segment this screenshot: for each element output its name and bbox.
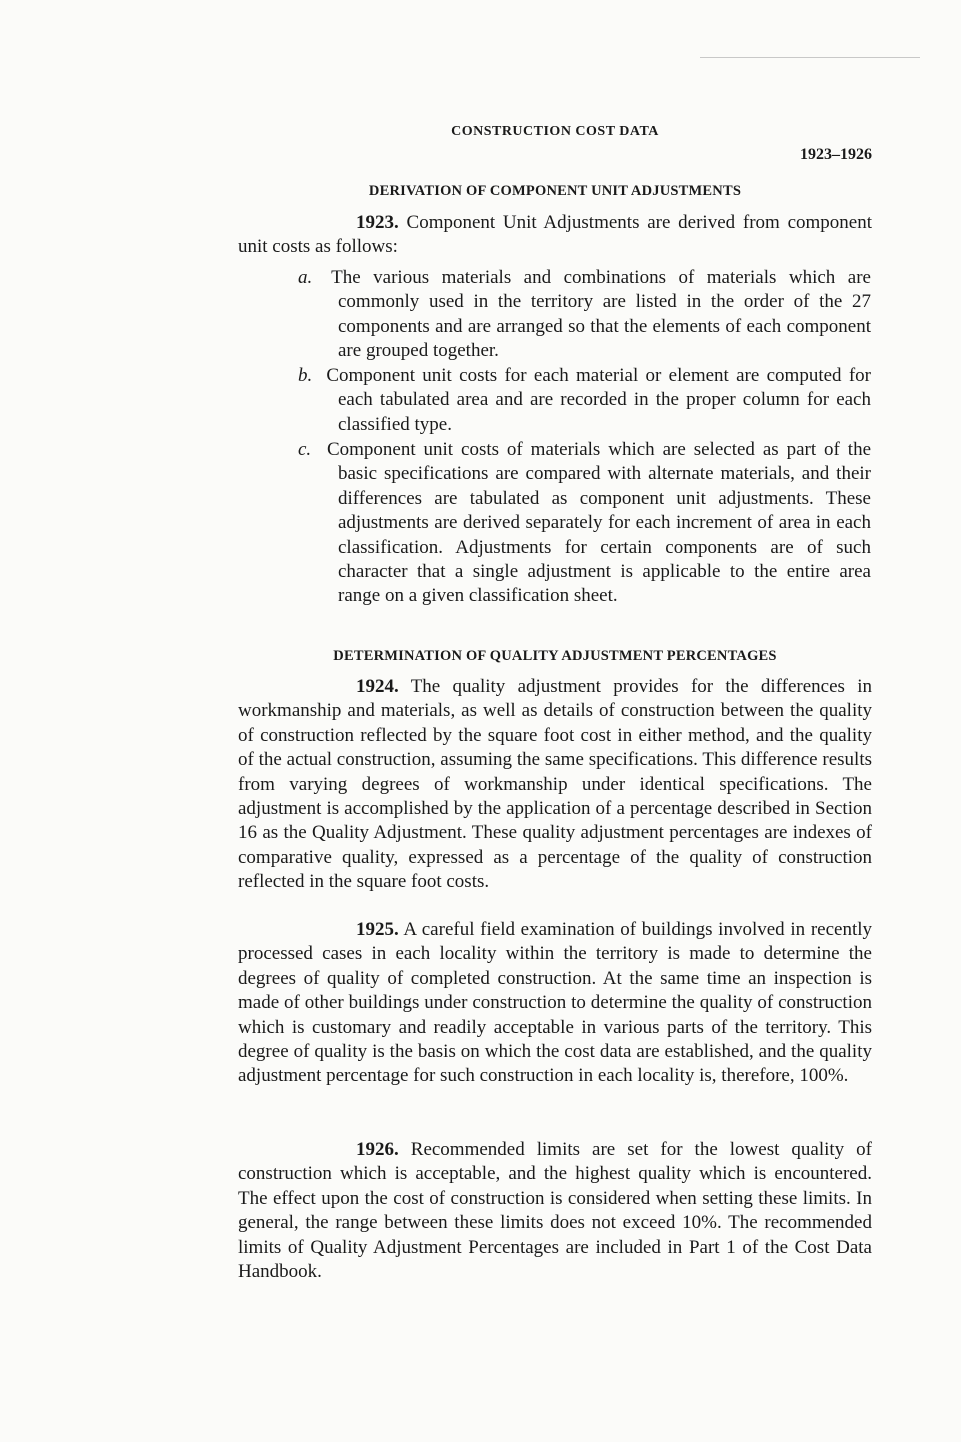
list-item-a: [298, 266, 871, 364]
paragraph-1925: [238, 918, 872, 1089]
paragraph-text: Component Unit Adjustments are derived from component unit costs as follows:: [238, 212, 873, 258]
section-range: 1923–1926: [800, 146, 872, 163]
paragraph-text: A careful field examination of buildings involved in recently processed cases in each locality within the territory is made to determine the degrees of quality of completed construction. At the same time an inspection is made of other buildings under construction to determine the quality of construction which is customary and readily acceptable in various parts of the territory. This degree of quality is the basis on which the cost data are established, and the quality adjustment percentage for such construction in each locality is, therefore, 100%.: [238, 919, 872, 1087]
list-marker: c.: [298, 439, 312, 460]
section-number: 1924.: [356, 676, 399, 697]
paragraph-text: The quality adjustment provides for the differences in workmanship and materials, as well as details of construction between the quality of construction reflected by the square foot cost in either method, and the quality of the actual construction, assuming the same specifications. This difference results from varying degrees of workmanship under identical specifications. The adjustment is accomplished by the application of a percentage described in Section 16 as the Quality Adjustment. These quality adjustment percentages are indexes of comparative quality, expressed as a percentage of the quality of construction reflected in the square foot costs.: [238, 676, 872, 893]
section-number: 1925.: [356, 919, 399, 940]
top-scan-rule: [700, 57, 920, 58]
paragraph-text: Recommended limits are set for the lowest quality of construction which is acceptable, and the highest quality which is encountered. The effect upon the cost of construction is considered when setting these limits. In general, the range between these limits does not exceed 10%. The recommended limits of Quality Adjustment Percentages are included in Part 1 of the Cost Data Handbook.: [238, 1139, 872, 1283]
list-item-text: Component unit costs for each material or element are computed for each tabulated area and are recorded in the proper column for each classified type.: [326, 365, 872, 435]
paragraph-1926: [238, 1138, 872, 1284]
heading-derivation: DERIVATION OF COMPONENT UNIT ADJUSTMENTS: [368, 183, 742, 199]
section-number: 1926.: [356, 1139, 399, 1160]
list-marker: b.: [298, 365, 313, 386]
heading-quality: DETERMINATION OF QUALITY ADJUSTMENT PERCENTAGES: [333, 648, 777, 664]
list-item-b: [298, 364, 871, 437]
list-item-text: Component unit costs of materials which are selected as part of the basic specifications are compared with alternate materials, and their differences are tabulated as component unit adjustments. These adjustments are derived separately for each increment of area in each classification. Adjustments for certain components are of such character that a single adjustment is applicable to the entire area range on a given classification sheet.: [326, 439, 872, 607]
list-item-text: The various materials and combinations of materials which are commonly used in the territory are listed in the order of the 27 components and are arranged so that the elements of each component are grouped together.: [331, 267, 871, 362]
section-number: 1923.: [356, 212, 399, 233]
list-item-c: [298, 438, 871, 609]
paragraph-1924: [238, 675, 872, 895]
paragraph-1923: [238, 211, 872, 260]
list-marker: a.: [298, 267, 313, 288]
running-head: CONSTRUCTION COST DATA: [451, 124, 659, 139]
